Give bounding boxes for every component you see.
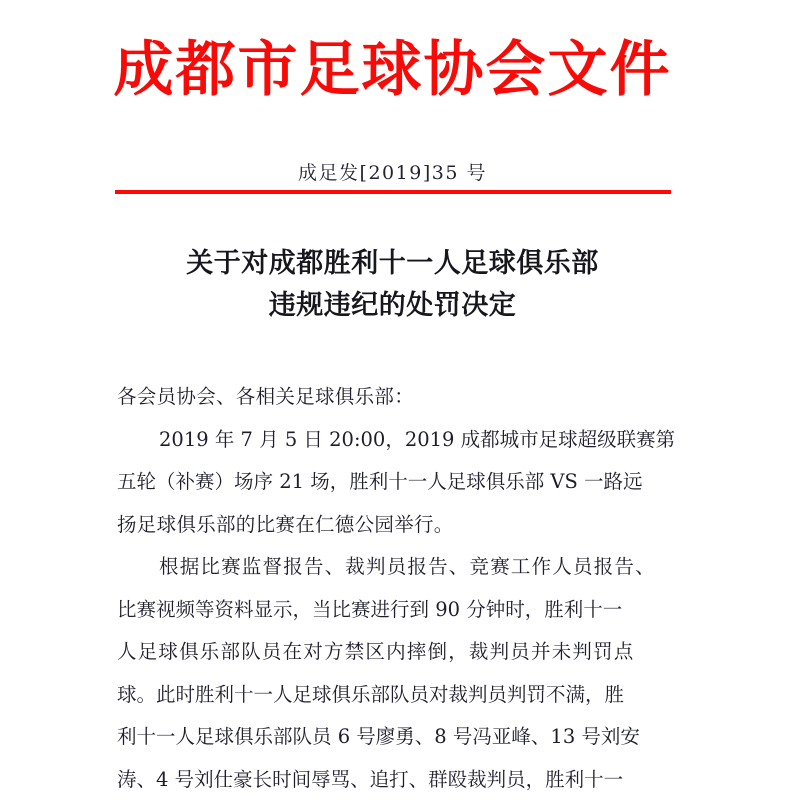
document-title-line-1: 关于对成都胜利十一人足球俱乐部 xyxy=(0,243,785,285)
document-title-line-2: 违规违纪的处罚决定 xyxy=(0,285,785,327)
red-separator-rule xyxy=(115,190,671,194)
masthead xyxy=(0,32,785,108)
body-line: 人足球俱乐部队员在对方禁区内摔倒，裁判员并未判罚点 xyxy=(117,631,673,674)
body-line: 根据比赛监督报告、裁判员报告、竞赛工作人员报告、 xyxy=(117,546,673,589)
body-line-salutation: 各会员协会、各相关足球俱乐部： xyxy=(117,376,673,419)
body-line: 涛、4 号刘仕豪长时间辱骂、追打、群殴裁判员，胜利十一 xyxy=(117,759,673,801)
document-number-row xyxy=(0,160,785,186)
body-line: 2019 年 7 月 5 日 20:00，2019 成都城市足球超级联赛第 xyxy=(117,419,673,462)
body-line: 五轮（补赛）场序 21 场，胜利十一人足球俱乐部 VS 一路远 xyxy=(117,461,673,504)
document-title xyxy=(0,243,785,327)
body-line: 利十一人足球俱乐部队员 6 号廖勇、8 号冯亚峰、13 号刘安 xyxy=(117,716,673,759)
body-line: 球。此时胜利十一人足球俱乐部队员对裁判员判罚不满，胜 xyxy=(117,674,673,717)
document-number: 成足发[2019]35 号 xyxy=(298,160,487,186)
document-body xyxy=(117,376,673,801)
body-line: 比赛视频等资料显示，当比赛进行到 90 分钟时，胜利十一 xyxy=(117,589,673,632)
body-line: 扬足球俱乐部的比赛在仁德公园举行。 xyxy=(117,504,673,547)
organization-masthead-title: 成都市足球协会文件 xyxy=(114,32,672,108)
